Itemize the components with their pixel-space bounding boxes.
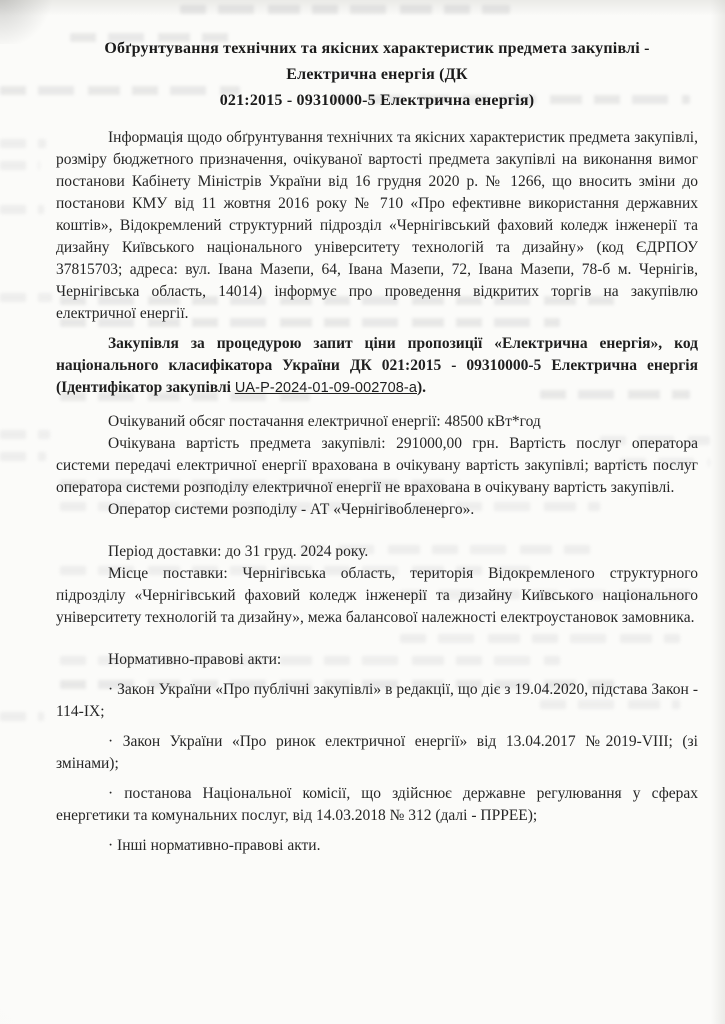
bleedthrough-artifact: [0, 430, 50, 439]
delivery-period-line: Період доставки: до 31 груд. 2024 року.: [108, 543, 369, 560]
document-title-line: 021:2015 - 09310000-5 Електрична енергія): [219, 92, 535, 109]
procurement-text: Закупівля за процедурою запит ціни пропозиції «Електрична енергія», код національного класифікатора України ДК 021:2015 - 09310000-5 Електрична енергія (Ідентифікатор закупівлі: [56, 335, 698, 396]
document-title: [56, 36, 698, 114]
legal-heading: Нормативно-правові акти:: [108, 651, 282, 668]
legal-item: · Закон України «Про публічні закупівлі» в редакції, що діє з 19.04.2020, підстава Закон - 114-IX;: [56, 681, 698, 720]
scan-smudge-corner: [0, 0, 58, 44]
bleedthrough-artifact: [0, 712, 44, 721]
procurement-paragraph: [56, 333, 698, 399]
bleedthrough-artifact: [0, 139, 46, 148]
document-title-line: Обґрунтування технічних та якісних характеристик предмета закупівлі -: [104, 40, 650, 57]
operator-line: Оператор системи розподілу - АТ «Чернігівобленерго».: [108, 501, 475, 518]
procurement-identifier: UA-P-2024-01-09-002708-a: [234, 380, 417, 396]
scan-shadow-right: [711, 0, 725, 1024]
document-content: [56, 36, 698, 857]
bleedthrough-artifact: [0, 161, 40, 170]
bleedthrough-artifact: [0, 205, 44, 214]
expected-volume-line: Очікуваний обсяг постачання електричної енергії: 48500 кВт*год: [108, 413, 541, 430]
legal-item: · Закон України «Про ринок електричної енергії» від 13.04.2017 №2019-VIII; (зі змінами);: [56, 733, 698, 772]
bleedthrough-artifact: [0, 293, 52, 302]
procurement-suffix: ).: [417, 379, 427, 396]
legal-item: · Інші нормативно-правові акти.: [108, 837, 321, 854]
expected-value-paragraph: Очікувана вартість предмета закупівлі: 291000,00 грн. Вартість послуг оператора системи передачі електричної енергії врахована в очікувану вартість закупівлі; вартість послуг оператора системи розподілу електричної енергії не врахована в очікувану вартість закупівлі.: [56, 435, 698, 496]
intro-paragraph: Інформація щодо обґрунтування технічних та якісних характеристик предмета закупівлі, розміру бюджетного призначення, очікуваної вартості предмета закупівлі на виконання вимог постанови Кабінету Міністрів України від 16 грудня 2020 р. № 1266, що вносить зміни до постанови КМУ від 11 жовтня 2016 року № 710 «Про ефективне використання державних коштів», Відокремлений структурний підрозділ «Чернігівський фаховий коледж інженерії та дизайну Київського національного університету технологій та дизайну» (код ЄДРПОУ 37815703; адреса: вул. Івана Мазепи, 64, Івана Мазепи, 72, Івана Мазепи, 78-б м. Чернігів, Чернігівська область, 14014) інформує про проведення відкритих торгів на закупівлю електричної енергії.: [56, 129, 698, 322]
delivery-place-paragraph: Місце поставки: Чернігівська область, територія Відокремленого структурного підрозділу «Чернігівський фаховий коледж інженерії та дизайну Київського національного університету технологій та дизайну», межа балансової належності електроустановок замовника.: [56, 565, 698, 626]
bleedthrough-artifact: [180, 5, 510, 14]
bleedthrough-artifact: [0, 452, 46, 461]
document-title-line: Електрична енергія (ДК: [286, 66, 468, 83]
legal-item: · постанова Національної комісії, що здійснює державне регулювання у сферах енергетики та комунальних послуг, від 14.03.2018 № 312 (далі - ПРРЕЕ);: [56, 785, 698, 824]
